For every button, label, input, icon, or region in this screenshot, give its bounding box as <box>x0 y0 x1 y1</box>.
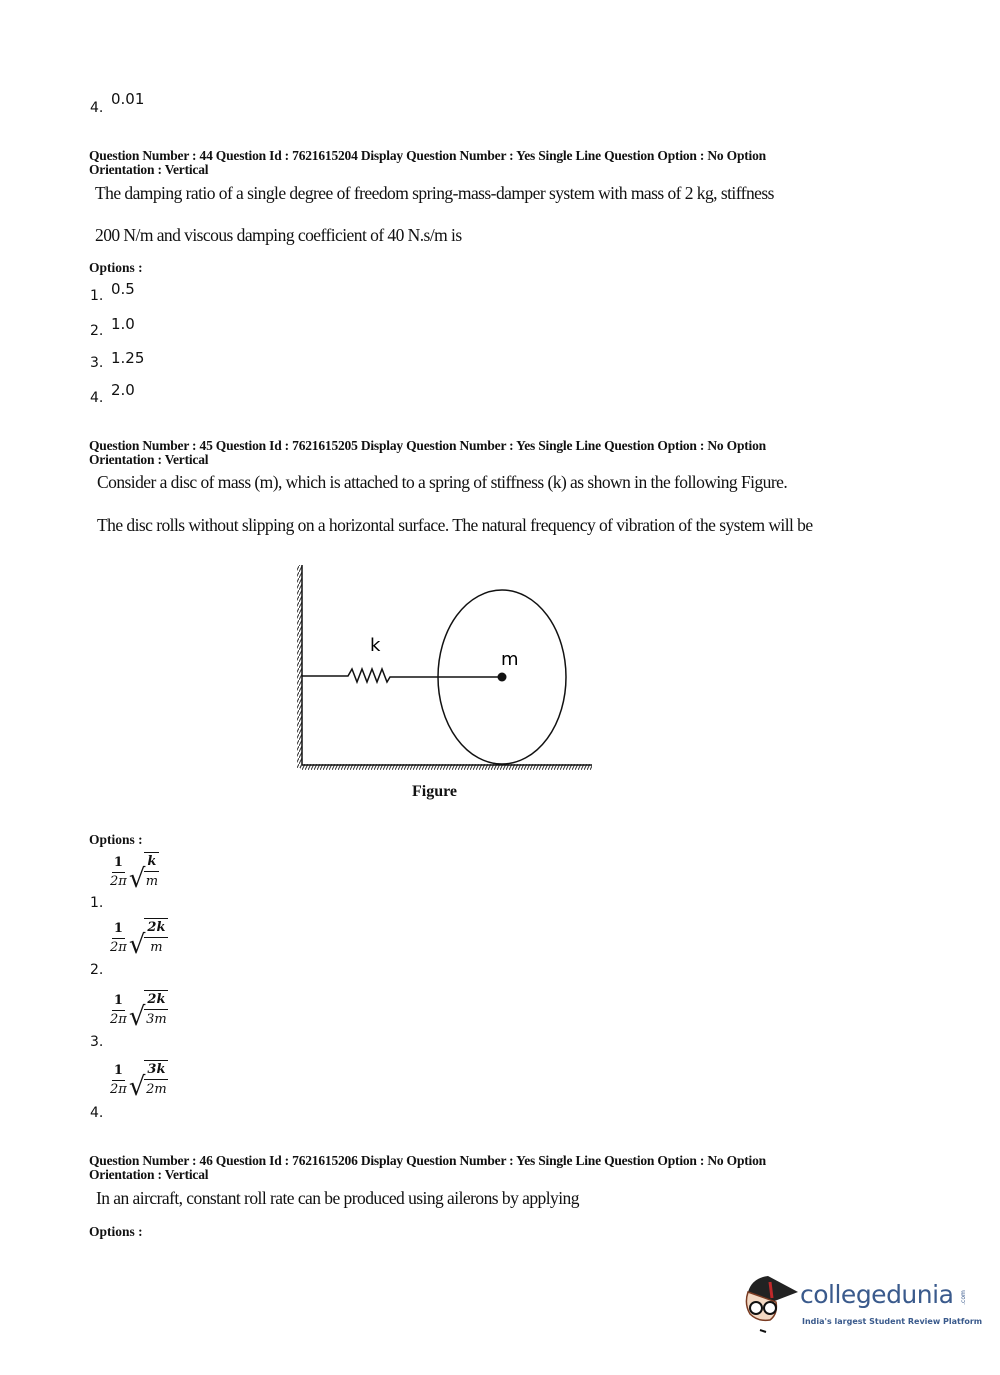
coef-den: 2π <box>110 1011 127 1027</box>
rad-num: 2k <box>144 991 168 1010</box>
spring-disc-figure <box>290 560 600 775</box>
coef-num: 1 <box>112 1062 125 1081</box>
spring <box>302 669 501 682</box>
question-text: 200 N/m and viscous damping coefficient of 40 N.s/m is <box>95 225 462 245</box>
rad-den: 3m <box>146 1012 167 1027</box>
sqrt-icon: √ <box>128 864 146 894</box>
sqrt-icon: √ <box>128 1002 146 1032</box>
formula-option <box>110 1060 168 1100</box>
meta-line: Orientation : Vertical <box>89 452 209 467</box>
spring-label: k <box>370 635 381 656</box>
brand-suffix: .com <box>959 1290 967 1305</box>
meta-line: Question Number : 44 Question Id : 7621615204 Display Question Number : Yes Single Line Question Option : No Option <box>89 148 766 163</box>
rad-den: m <box>145 874 159 889</box>
option-value: 0.5 <box>111 280 135 298</box>
formula-option <box>110 990 168 1030</box>
sqrt-icon: √ <box>128 930 146 960</box>
coef-den: 2π <box>110 939 127 955</box>
question-meta <box>89 1154 889 1182</box>
options-label: Options : <box>89 1224 143 1239</box>
options-label: Options : <box>89 832 143 847</box>
question-meta <box>89 439 889 467</box>
rad-num: 3k <box>144 1061 168 1080</box>
coef-den: 2π <box>110 1081 127 1097</box>
rad-den: m <box>150 940 163 955</box>
coef-num: 1 <box>112 920 125 939</box>
option-number: 4. <box>90 100 104 116</box>
figure-caption: Figure <box>412 783 458 800</box>
option-number: 2. <box>90 962 104 978</box>
option-value: 0.01 <box>111 90 145 108</box>
rad-den: 2m <box>146 1082 167 1097</box>
meta-line: Orientation : Vertical <box>89 1167 209 1182</box>
option-value: 1.0 <box>111 315 135 333</box>
collegedunia-logo <box>742 1270 983 1336</box>
option-number: 3. <box>90 355 104 371</box>
coef-num: 1 <box>112 992 125 1011</box>
option-number: 1. <box>90 895 104 911</box>
coef-den: 2π <box>110 873 127 889</box>
coef-num: 1 <box>112 854 125 873</box>
mass-label: m <box>501 649 519 670</box>
question-text: In an aircraft, constant roll rate can be produced using ailerons by applying <box>96 1188 579 1208</box>
question-meta <box>89 149 889 177</box>
brand-tagline: India's largest Student Review Platform <box>802 1317 983 1326</box>
option-number: 2. <box>90 323 104 339</box>
question-text: Consider a disc of mass (m), which is attached to a spring of stiffness (k) as shown in the following Figure. <box>97 472 788 492</box>
option-value: 2.0 <box>111 381 135 399</box>
option-number: 4. <box>90 1105 104 1121</box>
options-label: Options : <box>89 260 143 275</box>
meta-line: Question Number : 46 Question Id : 7621615206 Display Question Number : Yes Single Line Question Option : No Option <box>89 1153 766 1168</box>
meta-line: Question Number : 45 Question Id : 7621615205 Display Question Number : Yes Single Line Question Option : No Option <box>89 438 766 453</box>
mascot-icon <box>742 1270 802 1336</box>
sqrt-icon: √ <box>128 1072 146 1102</box>
formula-option <box>110 852 159 892</box>
option-number: 1. <box>90 288 104 304</box>
brand-name: collegedunia <box>800 1280 954 1309</box>
meta-line: Orientation : Vertical <box>89 162 209 177</box>
option-number: 3. <box>90 1034 104 1050</box>
option-value: 1.25 <box>111 349 145 367</box>
rad-num: 2k <box>144 919 168 938</box>
question-text: The disc rolls without slipping on a horizontal surface. The natural frequency of vibration of the system will be <box>97 515 813 535</box>
disc-center <box>498 673 507 682</box>
rad-num: k <box>144 853 159 872</box>
option-number: 4. <box>90 390 104 406</box>
formula-option <box>110 918 168 958</box>
question-text: The damping ratio of a single degree of freedom spring-mass-damper system with mass of 2 kg, stiffness <box>95 183 774 203</box>
